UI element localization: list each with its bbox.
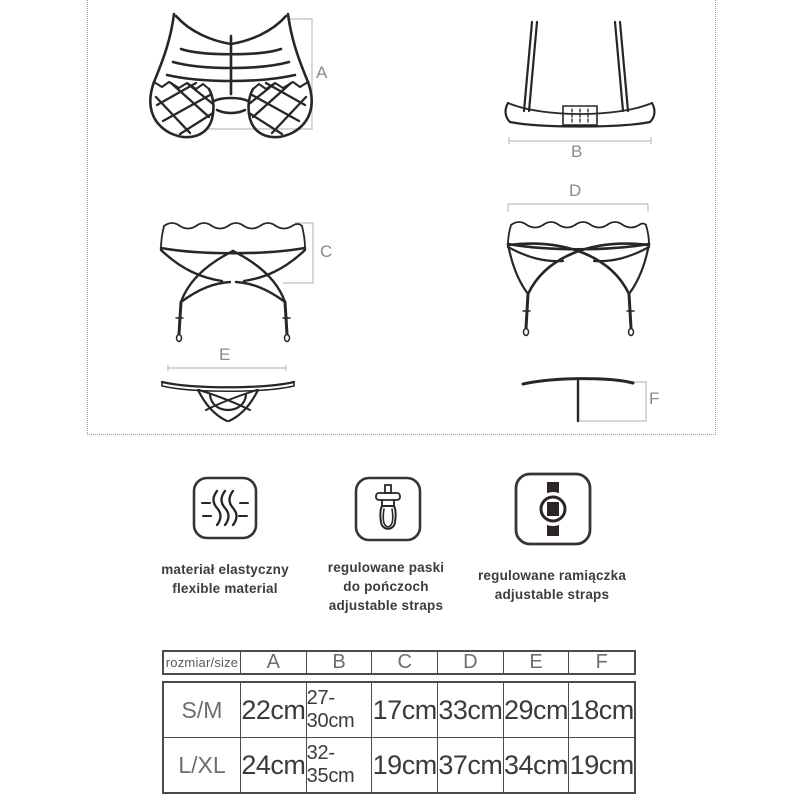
table-row-sm xyxy=(164,683,634,737)
strap-piece-drawing xyxy=(515,368,665,430)
bra-front-drawing xyxy=(140,4,330,144)
measure-c-bracket xyxy=(283,223,313,283)
value-cell: 32-35cm xyxy=(306,738,372,792)
adjustable-strap-icon xyxy=(514,472,592,546)
measure-label-e: E xyxy=(219,345,231,364)
caption-line: regulowane paski xyxy=(327,560,445,575)
bra-back-band-drawing xyxy=(495,12,665,162)
measure-label-f: F xyxy=(649,389,660,408)
caption-line: flexible material xyxy=(172,581,278,596)
value-cell: 19cm xyxy=(568,738,634,792)
value-cell: 22cm xyxy=(240,683,306,737)
value-cell: 24cm xyxy=(240,738,306,792)
caption-line: adjustable straps xyxy=(494,587,610,602)
suspender-straps xyxy=(523,294,634,336)
feature-caption-elastic xyxy=(161,560,289,598)
header-cell-e: E xyxy=(503,652,569,673)
measure-f-bracket xyxy=(579,382,646,421)
value-cell: 27-30cm xyxy=(306,683,372,737)
value-cell: 18cm xyxy=(568,683,634,737)
value-cell: 37cm xyxy=(437,738,503,792)
caption-line: do pończoch xyxy=(343,579,429,594)
size-table-header xyxy=(162,650,636,675)
size-table-body xyxy=(162,681,636,794)
header-cell-f: F xyxy=(568,652,634,673)
caption-line: materiał elastyczny xyxy=(161,562,289,577)
measure-e-line xyxy=(168,365,286,371)
elastic-material-icon xyxy=(192,476,258,540)
row-label: S/M xyxy=(181,696,223,723)
measure-label-d: D xyxy=(569,181,582,200)
table-row-lxl xyxy=(164,737,634,792)
value-cell: 33cm xyxy=(437,683,503,737)
garter-belt-front-drawing xyxy=(150,210,330,345)
measure-label-c: C xyxy=(320,242,333,261)
garter-clip-icon xyxy=(354,476,422,542)
header-cell-a: A xyxy=(240,652,306,673)
suspender-straps xyxy=(176,302,290,342)
value-cell: 17cm xyxy=(371,683,437,737)
caption-line: adjustable straps xyxy=(328,598,444,613)
value-cell: 19cm xyxy=(371,738,437,792)
caption-line: regulowane ramiączka xyxy=(477,568,627,583)
value-cell: 34cm xyxy=(503,738,569,792)
feature-caption-adjustable-straps xyxy=(478,566,626,604)
row-label: L/XL xyxy=(178,751,226,778)
garter-belt-back-drawing xyxy=(495,178,665,340)
header-cell-size: rozmiar/size xyxy=(165,655,239,670)
header-cell-b: B xyxy=(306,652,372,673)
value-cell: 29cm xyxy=(503,683,569,737)
measure-d-line xyxy=(508,204,648,212)
header-cell-d: D xyxy=(437,652,503,673)
header-cell-c: C xyxy=(371,652,437,673)
measure-label-a: A xyxy=(316,63,328,82)
measure-label-b: B xyxy=(571,142,583,161)
feature-caption-garter-straps xyxy=(328,558,445,615)
